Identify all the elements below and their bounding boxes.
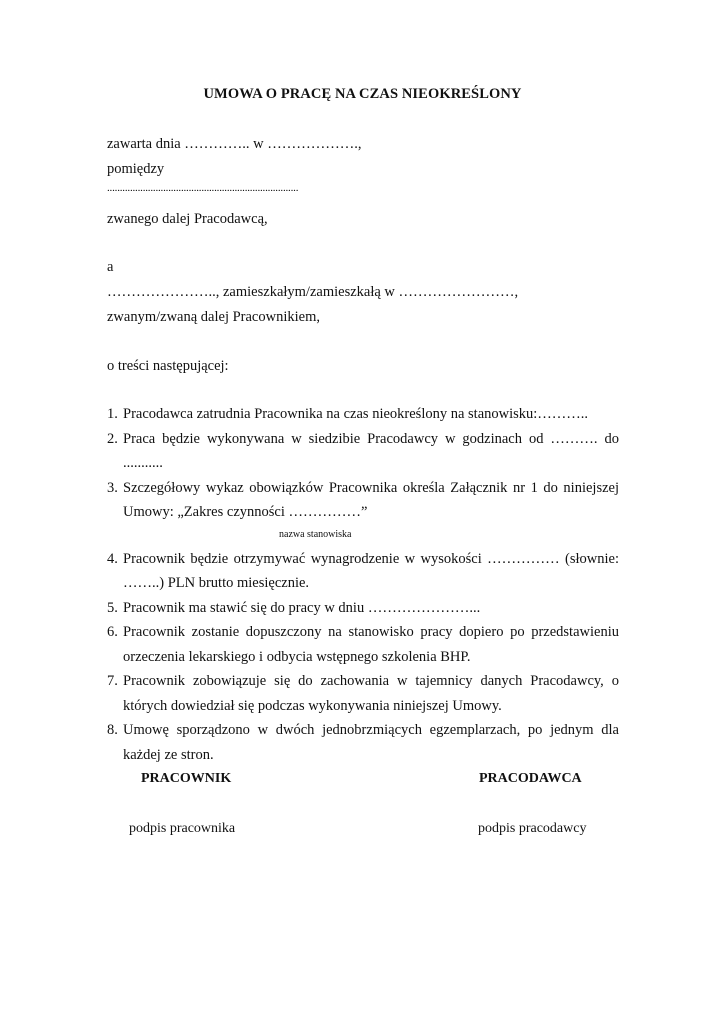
and-line: a <box>107 259 114 275</box>
clause-item <box>107 547 619 596</box>
clause-item <box>107 620 619 669</box>
between-line: pomiędzy <box>107 161 165 177</box>
document-title: UMOWA O PRACĘ NA CZAS NIEOKREŚLONY <box>203 86 522 102</box>
employer-signature-label: podpis pracodawcy <box>478 821 587 836</box>
clause-number: 5. <box>107 599 118 616</box>
clause-sublabel: nazwa stanowiska <box>279 528 352 540</box>
employee-blank-line: ………………….., zamieszkałym/zamieszkałą w ……………………, <box>107 284 519 300</box>
concluded-line: zawarta dnia ………….. w ………………., <box>107 136 362 152</box>
employee-signature-label: podpis pracownika <box>129 821 236 836</box>
clause-item <box>107 669 619 718</box>
clause-number: 1. <box>107 406 118 422</box>
clause-text: Pracownik zobowiązuje się do zachowania w tajemnicy danych Pracodawcy, o których dowiedział się podczas wykonywania niniejszej Umowy. <box>123 673 619 714</box>
clause-item <box>107 476 619 541</box>
content-following-line: o treści następującej: <box>107 358 229 374</box>
clause-text: Pracownik zostanie dopuszczony na stanowisko pracy dopiero po przedstawieniu orzeczenia lekarskiego i odbycia wstępnego szkolenia BHP. <box>123 624 619 665</box>
clause-text: Umowę sporządzono w dwóch jednobrzmiących egzemplarzach, po jednym dla każdej ze stron. <box>123 722 619 763</box>
clauses-list <box>107 402 619 767</box>
clause-number: 7. <box>107 673 118 689</box>
clause-text: Pracownik ma stawić się do pracy w dniu …………………... <box>123 599 481 616</box>
clause-number: 3. <box>107 479 118 496</box>
employer-label-line: zwanego dalej Pracodawcą, <box>107 211 268 227</box>
clause-number: 6. <box>107 624 118 640</box>
employee-signature-heading: PRACOWNIK <box>141 771 232 786</box>
clause-text: Pracodawca zatrudnia Pracownika na czas nieokreślony na stanowisku:……….. <box>123 406 589 422</box>
employer-blank-line: ........................................................................... <box>107 182 299 194</box>
clause-item <box>107 402 619 427</box>
employee-label-line: zwanym/zwaną dalej Pracownikiem, <box>107 309 320 325</box>
clause-text: Praca będzie wykonywana w siedzibie Pracodawcy w godzinach od ………. do ........... <box>123 430 619 471</box>
employer-signature-heading: PRACODAWCA <box>479 771 582 786</box>
clause-item <box>107 718 619 767</box>
clause-item <box>107 427 619 476</box>
clause-text: Pracownik będzie otrzymywać wynagrodzenie w wysokości …………… (słownie: ……..) PLN brutto miesięcznie. <box>123 550 619 591</box>
clause-text: Szczegółowy wykaz obowiązków Pracownika określa Załącznik nr 1 do niniejszej Umowy: „Zakres czynności ……………” <box>123 479 619 520</box>
clause-item <box>107 596 619 621</box>
clause-number: 2. <box>107 430 118 447</box>
clause-number: 8. <box>107 722 118 738</box>
clause-number: 4. <box>107 550 118 567</box>
